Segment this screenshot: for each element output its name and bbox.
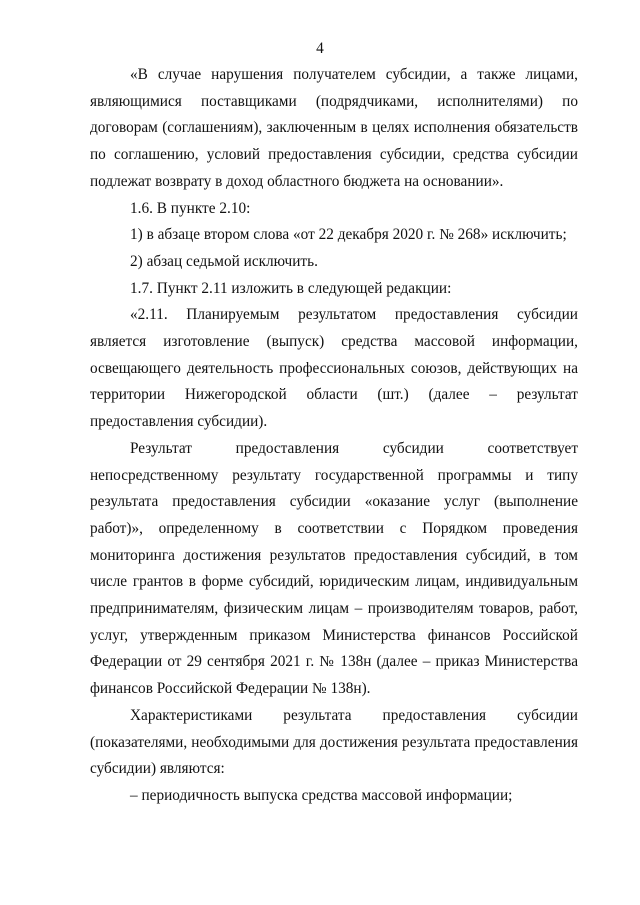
paragraph-item-1-6-sub-2: 2) абзац седьмой исключить. xyxy=(130,252,318,270)
paragraph-item-1-6-sub-1: 1) в абзаце втором слова «от 22 декабря 2020 г. № 268» исключить; xyxy=(130,226,567,244)
paragraph-item-1-6: 1.6. В пункте 2.10: xyxy=(130,199,251,217)
paragraph-result-characteristics: Характеристиками результата предоставления субсидии (показателями, необходимыми для достижения результата предоставления субсидии) являются: xyxy=(90,706,578,778)
paragraph-result-correspondence: Результат предоставления субсидии соответствует непосредственному результату государственной программы и типу результата предоставления субсидии «оказание услуг (выполнение работ)», определенному в соответствии с Порядком проведения мониторинга достижения результатов предоставления субсидий, в том числе грантов в форме субсидий, юридическим лицам, индивидуальным предпринимателям, физическим лицам – производителям товаров, работ, услуг, утвержденным приказом Министерства финансов Российской Федерации от 29 сентября 2021 г. № 138н (далее – приказ Министерства финансов Российской Федерации № 138н). xyxy=(90,439,578,698)
document-body xyxy=(90,62,578,810)
paragraph-list-item-periodicity: – периодичность выпуска средства массовой информации; xyxy=(130,786,513,804)
paragraph-item-1-7: 1.7. Пункт 2.11 изложить в следующей редакции: xyxy=(130,279,452,297)
page-number: 4 xyxy=(316,40,324,57)
paragraph-violation-refund: «В случае нарушения получателем субсидии, а также лицами, являющимися поставщиками (подрядчиками, исполнителями) по договорам (соглашениям), заключенным в целях исполнения обязательств по соглашению, условий предоставления субсидии, средства субсидии подлежат возврату в доход областного бюджета на основании». xyxy=(90,66,578,190)
paragraph-planned-result: «2.11. Планируемым результатом предоставления субсидии является изготовление (выпуск) средства массовой информации, освещающего деятельность профессиональных союзов, действующих на территории Нижегородской области (шт.) (далее – результат предоставления субсидии). xyxy=(90,306,578,431)
